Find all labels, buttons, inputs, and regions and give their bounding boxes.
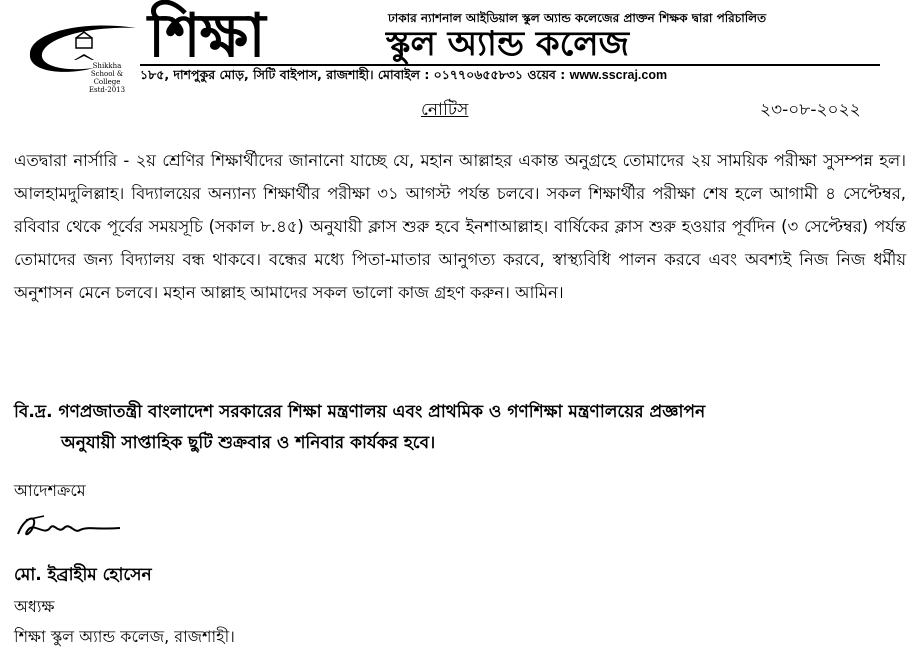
- tagline: ঢাকার ন্যাশনাল আইডিয়াল স্কুল অ্যান্ড কলেজের প্রাক্তন শিক্ষক দ্বারা পরিচালিত: [388, 11, 767, 25]
- signature-icon: [14, 508, 124, 548]
- logo-line1: Shikkha: [92, 62, 122, 70]
- logo-line2: School & College: [90, 70, 124, 86]
- website-link[interactable]: www.sscraj.com: [569, 68, 668, 82]
- address-text: ১৮৫, দাশপুকুর মোড়, সিটি বাইপাস, রাজশাহী। মোবাইল : ০১৭৭০৬৫৫৮৩১ ওয়েব :: [140, 67, 570, 82]
- notice-note: [14, 397, 906, 459]
- notice-title: নোটিস: [421, 100, 469, 120]
- signer-title: অধ্যক্ষ: [14, 597, 55, 616]
- note-line-1: বি.দ্র. গণপ্রজাতন্ত্রী বাংলাদেশ সরকারের শিক্ষা মন্ত্রণালয় এবং প্রাথমিক ও গণশিক্ষা মন্ত্রণালয়ের প্রজ্ঞাপন: [14, 402, 706, 422]
- note-line-2: অনুযায়ী সাপ্তাহিক ছুটি শুক্রবার ও শনিবার কার্যকর হবে।: [61, 433, 436, 453]
- signer-organization: শিক্ষা স্কুল অ্যান্ড কলেজ, রাজশাহী।: [14, 627, 235, 646]
- signer-name: মো. ইব্রাহীম হোসেন: [14, 565, 152, 585]
- brand-name-rest: স্কুল অ্যান্ড কলেজ: [386, 24, 630, 64]
- address-line: [140, 64, 880, 87]
- letterhead: [0, 0, 923, 94]
- closing-text: আদেশক্রমে: [14, 481, 86, 500]
- brand-name-large: শিক্ষা: [148, 1, 265, 71]
- school-logo: [24, 14, 144, 94]
- notice-date: ২৩-০৮-২০২২: [760, 100, 861, 120]
- logo-line3: Estd-2013: [88, 86, 126, 94]
- logo-caption: [78, 62, 136, 94]
- notice-body: এতদ্বারা নার্সারি - ২য় শ্রেণির শিক্ষার্থীদের জানানো যাচ্ছে যে, মহান আল্লাহর একান্ত অনুগ্রহে তোমাদের ২য় সাময়িক পরীক্ষা সুসম্পন্ন হল। আলহামদুলিল্লাহ। বিদ্যালয়ের অন্যান্য শিক্ষার্থীর পরীক্ষা ৩১ আগস্ট পর্যন্ত চলবে। সকল শিক্ষার্থীর পরীক্ষা শেষ হলে আগামী ৪ সেপ্টেম্বর, রবিবার থেকে পূর্বের সময়সূচি (সকাল ৮.৪৫) অনুযায়ী ক্লাস শুরু হবে ইনশাআল্লাহ। বার্ষিকের ক্লাস শুরু হওয়ার পূর্বদিন (৩ সেপ্টেম্বর) পর্যন্ত তোমাদের জন্য বিদ্যালয় বন্ধ থাকবে। বন্ধের মধ্যে পিতা-মাতার আনুগত্য করবে, স্বাস্থ্যবিধি পালন করবে এবং অবশ্যই নিজ নিজ ধর্মীয় অনুশাসন মেনে চলবে। মহান আল্লাহ আমাদের সকল ভালো কাজ গ্রহণ করুন। আমিন।: [14, 151, 906, 302]
